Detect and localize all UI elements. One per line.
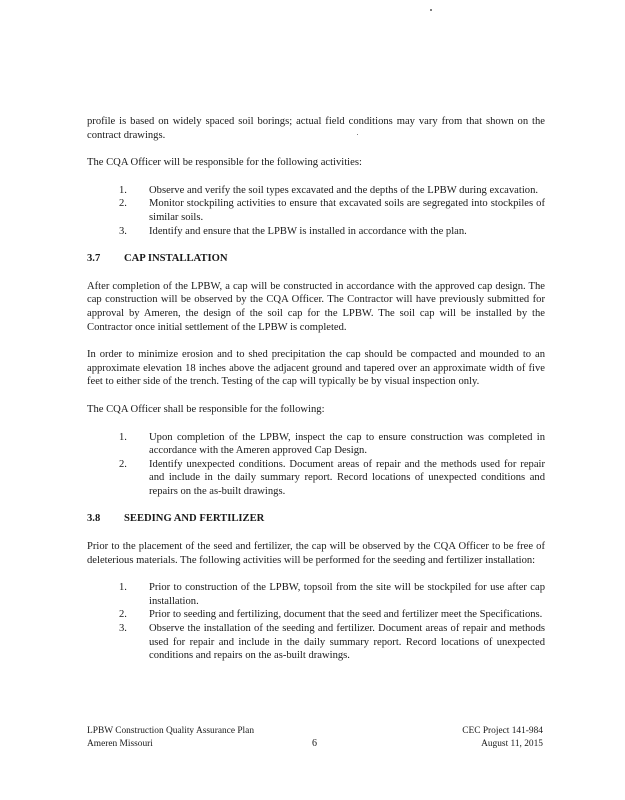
list-item-text: Prior to seeding and fertilizing, document that the seed and fertilizer meet the Specifications.: [149, 609, 543, 621]
footer-left: [87, 725, 254, 750]
list-item-number: 3.: [119, 623, 127, 635]
section-title: SEEDING AND FERTILIZER: [124, 513, 265, 525]
list-item-number: 2.: [119, 458, 127, 470]
list-item-text: Upon completion of the LPBW, inspect the cap to ensure construction was completed in accordance with the Ameren approved Cap Design.: [149, 431, 545, 457]
list-item-text: Identify and ensure that the LPBW is installed in accordance with the plan.: [149, 225, 467, 237]
list-item-text: Observe and verify the soil types excavated and the depths of the LPBW during excavation.: [149, 184, 539, 196]
footer-client: Ameren Missouri: [87, 738, 153, 749]
list-item-number: 1.: [119, 582, 127, 594]
list-item: [87, 458, 545, 499]
intro-paragraph: profile is based on widely spaced soil borings; actual field conditions may vary from that shown on the contract drawings.: [87, 116, 545, 141]
list-item: [87, 608, 545, 622]
section-heading-seeding-fertilizer: [87, 512, 545, 526]
section-number: 3.8: [87, 513, 101, 525]
footer-right: [462, 725, 543, 750]
list-item: [87, 197, 545, 224]
section-title: CAP INSTALLATION: [124, 253, 228, 265]
cap-responsibilities-lead: The CQA Officer shall be responsible for the following:: [87, 403, 325, 415]
list-item: [87, 622, 545, 663]
cqa-activities-lead: The CQA Officer will be responsible for the following activities:: [87, 157, 362, 169]
section-number: 3.7: [87, 253, 101, 265]
cap-responsibilities-list: [87, 431, 545, 499]
scan-speck: [430, 9, 432, 11]
seeding-activities-list: [87, 581, 545, 663]
list-item: [87, 581, 545, 608]
list-item: [87, 225, 545, 239]
cap-paragraph-1: After completion of the LPBW, a cap will be constructed in accordance with the approved cap design. The cap construction will be observed by the CQA Officer. The Contractor will have previously submitted for approval by Ameren, the design of the soil cap for the LPBW. The soil cap will be installed by the Contractor once initial settlement of the LPBW is completed.: [87, 280, 545, 333]
footer-plan-title: LPBW Construction Quality Assurance Plan: [87, 726, 255, 736]
list-item-number: 1.: [119, 431, 127, 443]
list-item-number: 3.: [119, 225, 127, 237]
cap-paragraph-2: In order to minimize erosion and to shed precipitation the cap should be compacted and mounded to an approximate elevation 18 inches above the adjacent ground and tapered over an approximate width of five feet to either side of the trench. Testing of the cap will typically be by visual inspection only.: [87, 349, 545, 388]
list-item-number: 2.: [119, 198, 127, 210]
list-item-text: Prior to construction of the LPBW, topsoil from the site will be stockpiled for use after cap installation.: [149, 582, 545, 607]
page-number: 6: [312, 738, 317, 749]
list-item-number: 1.: [119, 184, 127, 196]
cqa-activities-list: [87, 184, 545, 238]
footer-date: August 11, 2015: [481, 738, 543, 749]
section-heading-cap-installation: [87, 252, 545, 266]
list-item-text: Identify unexpected conditions. Document areas of repair and the methods used for repair and include in the daily summary report. Record locations of unexpected conditions and repairs on the as-built drawings.: [149, 458, 545, 497]
list-item-text: Observe the installation of the seeding and fertilizer. Document areas of repair and methods used for repair and include in the daily summary report. Record locations of unexpected conditions and repairs on the as-built drawings.: [149, 623, 545, 662]
list-item-number: 2.: [119, 609, 127, 621]
seeding-paragraph-1: Prior to the placement of the seed and fertilizer, the cap will be observed by the CQA Officer to be free of deleterious materials. The following activities will be performed for the seeding and fertilizer installation:: [87, 541, 545, 566]
list-item: [87, 431, 545, 458]
body-content: [87, 115, 545, 663]
list-item-text: Monitor stockpiling activities to ensure that excavated soils are segregated into stockpiles of similar soils.: [149, 198, 545, 223]
list-item: [87, 184, 545, 198]
footer-project-number: CEC Project 141-984: [462, 726, 543, 736]
